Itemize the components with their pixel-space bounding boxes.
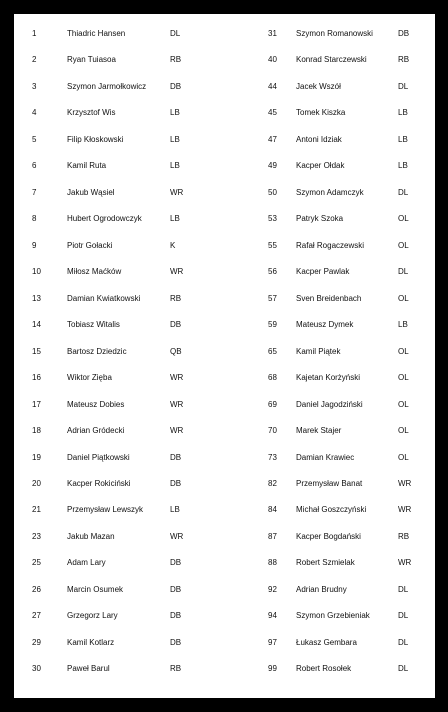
player-number: 27 (32, 611, 41, 621)
player-position: WR (398, 558, 412, 568)
player-position: RB (170, 293, 182, 303)
player-number: 59 (268, 320, 277, 330)
player-position: DL (170, 29, 181, 38)
player-number: 7 (32, 187, 37, 197)
player-position: DB (170, 611, 182, 621)
player-number: 49 (268, 161, 277, 171)
player-number: 10 (32, 267, 41, 277)
player-number: 2 (32, 55, 37, 65)
player-number: 55 (268, 240, 277, 250)
player-name: Kamil Kotlarz (67, 637, 115, 647)
table-row (14, 474, 435, 500)
player-number: 26 (32, 584, 41, 594)
player-position: LB (170, 134, 180, 144)
table-row (14, 130, 435, 156)
player-number: 88 (268, 558, 277, 568)
player-position: LB (398, 134, 408, 144)
player-name: Damian Kwiatkowski (67, 293, 141, 303)
player-name: Mateusz Dymek (296, 320, 354, 330)
table-row (14, 103, 435, 129)
table-row (14, 606, 435, 632)
player-name: Hubert Ogrodowczyk (67, 214, 142, 224)
player-position: QB (170, 346, 182, 356)
player-name: Szymon Grzebieniak (296, 611, 370, 621)
player-name: Thiadric Hansen (67, 29, 126, 38)
player-position: WR (170, 531, 184, 541)
player-name: Przemysław Lewszyk (67, 505, 144, 515)
player-position: DL (398, 187, 409, 197)
player-number: 70 (268, 426, 277, 436)
player-number: 20 (32, 478, 41, 488)
player-position: OL (398, 426, 409, 436)
player-name: Marek Stajer (296, 426, 342, 436)
player-name: Sven Breidenbach (296, 293, 362, 303)
player-position: RB (170, 664, 182, 674)
player-number: 19 (32, 452, 41, 462)
player-number: 73 (268, 452, 277, 462)
player-number: 69 (268, 399, 277, 409)
player-position: RB (170, 55, 182, 65)
player-name: Kacper Ołdak (296, 161, 345, 171)
player-position: OL (398, 452, 409, 462)
player-name: Rafał Rogaczewski (296, 240, 365, 250)
table-row (14, 50, 435, 76)
player-name: Mateusz Dobies (67, 399, 125, 409)
player-name: Tobiasz Witalis (67, 320, 120, 330)
player-position: OL (398, 293, 409, 303)
player-position: OL (398, 399, 409, 409)
player-name: Piotr Gołacki (67, 240, 113, 250)
player-name: Wiktor Zięba (67, 373, 112, 383)
player-position: WR (170, 399, 184, 409)
player-number: 15 (32, 346, 41, 356)
player-position: RB (398, 531, 410, 541)
table-row (14, 633, 435, 659)
player-name: Bartosz Dziedzic (67, 346, 127, 356)
player-position: DL (398, 664, 409, 674)
player-number: 21 (32, 505, 41, 515)
player-name: Kamil Piątek (296, 346, 341, 356)
player-name: Jacek Wszół (296, 81, 341, 91)
player-number: 8 (32, 214, 37, 224)
player-name: Filip Kłoskowski (67, 134, 124, 144)
player-name: Adrian Brudny (296, 584, 347, 594)
player-name: Łukasz Gembara (296, 637, 357, 647)
player-position: LB (398, 108, 408, 118)
document-page (14, 14, 435, 698)
player-number: 5 (32, 134, 37, 144)
player-position: WR (170, 426, 184, 436)
player-number: 40 (268, 55, 277, 65)
player-name: Tomek Kiszka (296, 108, 346, 118)
player-position: DB (170, 81, 182, 91)
player-name: Michał Goszczyński (296, 505, 367, 515)
roster-table (14, 24, 435, 686)
table-row (14, 236, 435, 262)
table-row (14, 448, 435, 474)
player-number: 44 (268, 81, 277, 91)
table-row (14, 24, 435, 50)
player-number: 13 (32, 293, 41, 303)
table-row (14, 183, 435, 209)
player-number: 68 (268, 373, 277, 383)
player-number: 45 (268, 108, 277, 118)
player-name: Daniel Piątkowski (67, 452, 130, 462)
player-position: LB (398, 320, 408, 330)
player-name: Przemysław Banat (296, 478, 363, 488)
player-position: DL (398, 81, 409, 91)
player-number: 92 (268, 584, 277, 594)
table-row (14, 395, 435, 421)
player-position: K (170, 240, 176, 250)
table-row (14, 156, 435, 182)
player-name: Marcin Osumek (67, 584, 124, 594)
player-number: 94 (268, 611, 277, 621)
player-position: RB (398, 55, 410, 65)
player-number: 9 (32, 240, 37, 250)
player-number: 82 (268, 478, 277, 488)
player-position: OL (398, 214, 409, 224)
table-row (14, 659, 435, 685)
player-name: Paweł Barul (67, 664, 110, 674)
player-position: LB (170, 214, 180, 224)
player-position: LB (170, 505, 180, 515)
player-name: Ryan Tuiasoa (67, 55, 116, 65)
player-position: WR (398, 478, 412, 488)
table-row (14, 421, 435, 447)
table-row (14, 553, 435, 579)
player-name: Robert Szmielak (296, 558, 355, 568)
player-number: 87 (268, 531, 277, 541)
player-name: Kajetan Korżyński (296, 373, 361, 383)
player-number: 97 (268, 637, 277, 647)
player-name: Szymon Jarmołkowicz (67, 81, 147, 91)
player-name: Miłosz Maćków (67, 267, 122, 277)
player-number: 29 (32, 637, 41, 647)
player-name: Damian Krawiec (296, 452, 355, 462)
player-number: 57 (268, 293, 277, 303)
player-position: DL (398, 637, 409, 647)
player-number: 84 (268, 505, 277, 515)
player-position: WR (170, 373, 184, 383)
player-position: DB (170, 478, 182, 488)
player-position: WR (170, 187, 184, 197)
player-number: 23 (32, 531, 41, 541)
player-number: 50 (268, 187, 277, 197)
player-number: 56 (268, 267, 277, 277)
player-number: 4 (32, 108, 37, 118)
table-row (14, 262, 435, 288)
player-number: 17 (32, 399, 41, 409)
player-number: 30 (32, 664, 41, 674)
player-name: Jakub Mazan (67, 531, 115, 541)
player-position: OL (398, 373, 409, 383)
player-number: 18 (32, 426, 41, 436)
table-row (14, 527, 435, 553)
player-position: OL (398, 346, 409, 356)
player-position: LB (398, 161, 408, 171)
player-name: Adrian Gródecki (67, 426, 125, 436)
player-name: Grzegorz Lary (67, 611, 118, 621)
player-position: DB (170, 584, 182, 594)
player-number: 31 (268, 29, 277, 38)
player-name: Konrad Starczewski (296, 55, 367, 65)
player-name: Kacper Rokiciński (67, 478, 131, 488)
player-name: Jakub Wąsiel (67, 187, 115, 197)
player-position: DL (398, 584, 409, 594)
table-row (14, 368, 435, 394)
player-name: Kacper Bogdański (296, 531, 361, 541)
player-position: DB (398, 29, 410, 38)
player-position: DL (398, 611, 409, 621)
player-number: 3 (32, 81, 37, 91)
player-position: WR (398, 505, 412, 515)
table-row (14, 315, 435, 341)
player-number: 6 (32, 161, 37, 171)
table-row (14, 209, 435, 235)
player-name: Szymon Adamczyk (296, 187, 364, 197)
player-number: 16 (32, 373, 41, 383)
table-row (14, 77, 435, 103)
player-position: WR (170, 267, 184, 277)
player-position: DL (398, 267, 409, 277)
player-name: Szymon Romanowski (296, 29, 373, 38)
player-name: Daniel Jagodziński (296, 399, 363, 409)
player-position: LB (170, 161, 180, 171)
player-position: DB (170, 558, 182, 568)
player-position: OL (398, 240, 409, 250)
player-name: Krzysztof Wis (67, 108, 116, 118)
player-number: 47 (268, 134, 277, 144)
player-number: 14 (32, 320, 41, 330)
player-position: DB (170, 637, 182, 647)
player-name: Kacper Pawlak (296, 267, 350, 277)
table-row (14, 289, 435, 315)
table-row (14, 342, 435, 368)
player-name: Kamil Ruta (67, 161, 107, 171)
player-number: 53 (268, 214, 277, 224)
table-row (14, 580, 435, 606)
player-number: 1 (32, 29, 37, 38)
player-number: 65 (268, 346, 277, 356)
player-number: 25 (32, 558, 41, 568)
player-name: Adam Lary (67, 558, 106, 568)
player-position: LB (170, 108, 180, 118)
player-position: DB (170, 452, 182, 462)
player-name: Antoni Idziak (296, 134, 342, 144)
player-number: 99 (268, 664, 277, 674)
player-position: DB (170, 320, 182, 330)
player-name: Robert Rosołek (296, 664, 352, 674)
table-row (14, 500, 435, 526)
player-name: Patryk Szoka (296, 214, 344, 224)
